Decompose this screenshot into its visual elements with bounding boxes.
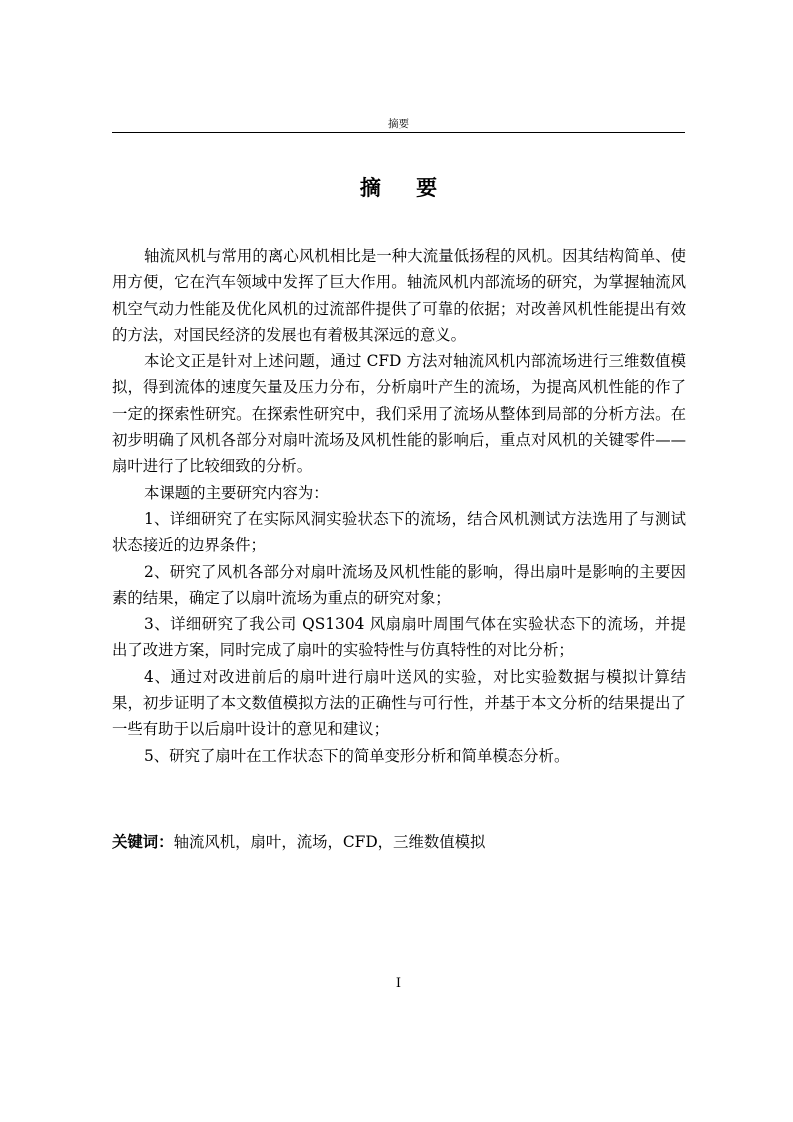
abstract-body xyxy=(112,243,686,769)
header-rule xyxy=(112,132,685,133)
keywords-label: 关键词： xyxy=(112,833,174,851)
abstract-paragraph-1: 轴流风机与常用的离心风机相比是一种大流量低扬程的风机。因其结构简单、使用方便，它在汽车领域中发挥了巨大作用。轴流风机内部流场的研究，为掌握轴流风机空气动力性能及优化风机的过流部件提供了可靠的依据；对改善风机性能提出有效的方法，对国民经济的发展也有着极其深远的意义。 xyxy=(112,247,686,344)
keywords-line xyxy=(112,830,686,854)
research-item-1: 1、详细研究了在实际风洞实验状态下的流场，结合风机测试方法选用了与测试状态接近的边界条件； xyxy=(112,509,686,555)
research-item-3: 3、详细研究了我公司 QS1304 风扇扇叶周围气体在实验状态下的流场，并提出了改进方案，同时完成了扇叶的实验特性与仿真特性的对比分析； xyxy=(112,615,686,660)
research-item-4: 4、通过对改进前后的扇叶进行扇叶送风的实验，对比实验数据与模拟计算结果，初步证明了本文数值模拟方法的正确性与可行性，并基于本文分析的结果提出了一些有助于以后扇叶设计的意见和建议； xyxy=(112,667,686,739)
abstract-paragraph-2: 本论文正是针对上述问题，通过 CFD 方法对轴流风机内部流场进行三维数值模拟，得到流体的速度矢量及压力分布，分析扇叶产生的流场，为提高风机性能的作了一定的探索性研究。在探索性研究中，我们采用了流场从整体到局部的分析方法。在初步明确了风机各部分对扇叶流场及风机性能的影响后，重点对风机的关键零件——扇叶进行了比较细致的分析。 xyxy=(112,352,686,476)
page-title: 摘 要 xyxy=(359,175,452,200)
research-content-intro: 本课题的主要研究内容为： xyxy=(144,483,329,502)
running-header: 摘要 xyxy=(388,118,409,130)
research-item-2: 2、研究了风机各部分对扇叶流场及风机性能的影响，得出扇叶是影响的主要因素的结果，确定了以扇叶流场为重点的研究对象； xyxy=(112,562,686,607)
keywords-list: 轴流风机，扇叶，流场，CFD，三维数值模拟 xyxy=(173,833,486,851)
research-item-5: 5、研究了扇叶在工作状态下的简单变形分析和简单模态分析。 xyxy=(144,746,570,765)
page-number: I xyxy=(395,976,402,991)
